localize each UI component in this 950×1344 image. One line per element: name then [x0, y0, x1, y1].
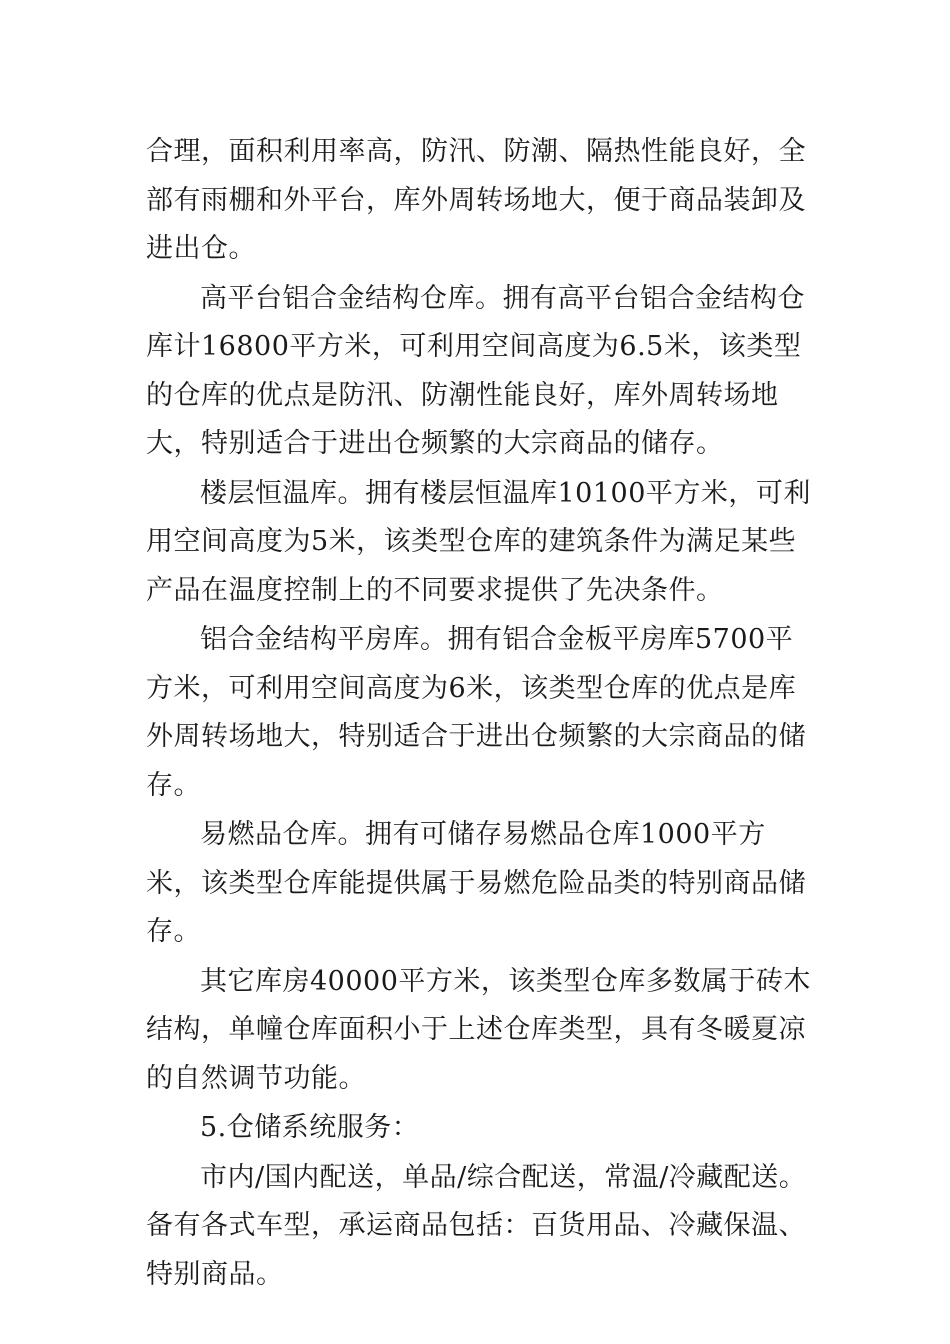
paragraph-constant-temp-warehouse: 楼层恒温库。拥有楼层恒温库10100平方米，可利用空间高度为5米，该类型仓库的建筑条件为满足某些产品在温度控制上的不同要求提供了先决条件。 [146, 477, 811, 606]
paragraph-flammables-warehouse: 易燃品仓库。拥有可储存易燃品仓库1000平方米，该类型仓库能提供属于易燃危险品类的特别商品储存。 [146, 819, 806, 947]
document-body [146, 128, 812, 1300]
paragraph-distribution-services: 市内/国内配送，单品/综合配送，常温/冷藏配送。备有各式车型，承运商品包括：百货用品、冷藏保温、特别商品。 [146, 1161, 807, 1290]
paragraph-aluminum-bungalow-warehouse: 铝合金结构平房库。拥有铝合金板平房库5700平方米，可利用空间高度为6米，该类型仓库的优点是库外周转场地大，特别适合于进出仓频繁的大宗商品的储存。 [146, 624, 806, 801]
paragraph-continuation: 合理，面积利用率高，防汛、防潮、隔热性能良好，全部有雨棚和外平台，库外周转场地大，便于商品装卸及进出仓。 [146, 136, 806, 264]
paragraph-high-platform-warehouse: 高平台铝合金结构仓库。拥有高平台铝合金结构仓库计16800平方米，可利用空间高度为6.5米，该类型的仓库的优点是防汛、防潮性能良好，库外周转场地大，特别适合于进出仓频繁的大宗商品的储存。 [146, 282, 805, 459]
section-heading-storage-services: 5.仓储系统服务： [200, 1112, 420, 1143]
paragraph-other-warehouses: 其它库房40000平方米，该类型仓库多数属于砖木结构，单幢仓库面积小于上述仓库类型，具有冬暖夏凉的自然调节功能。 [146, 965, 811, 1094]
